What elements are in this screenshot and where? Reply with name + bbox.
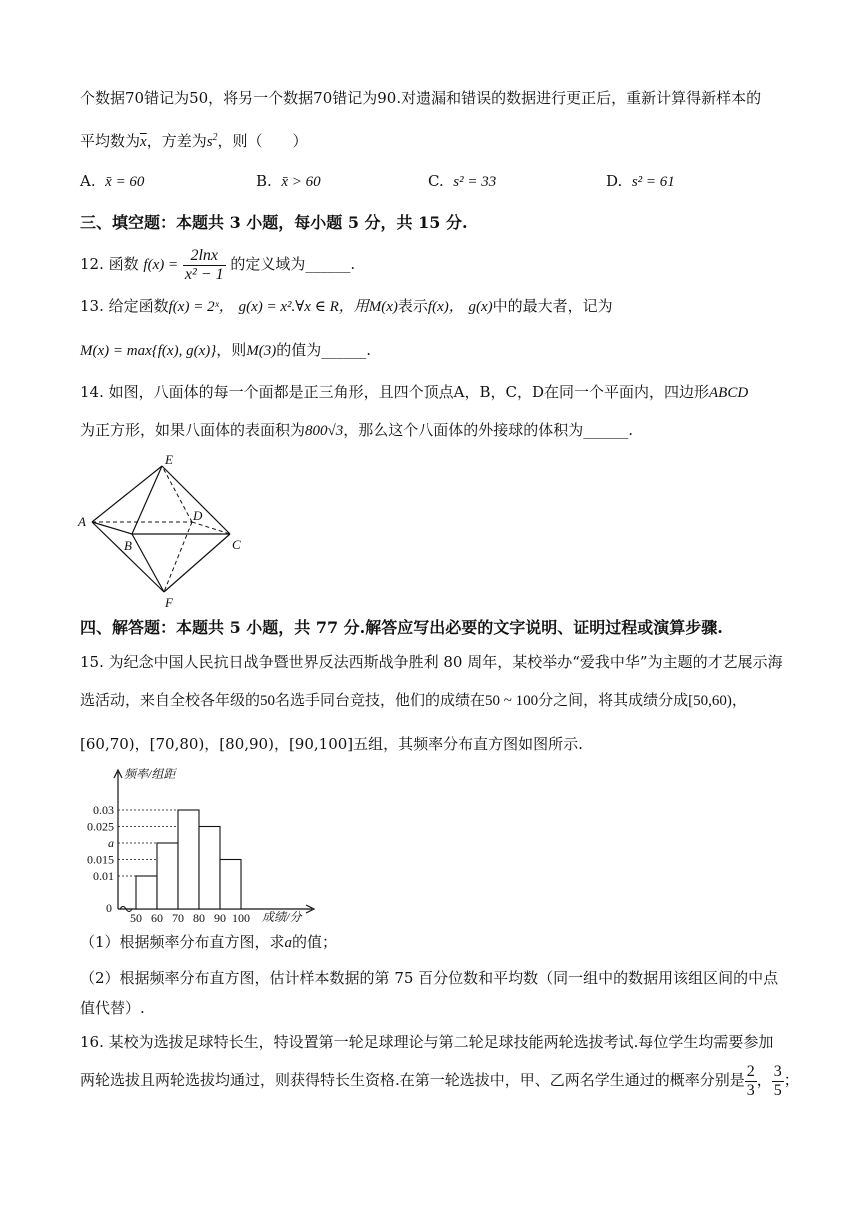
y-tick-label: 0.015 [87, 852, 114, 867]
edge-df-hidden [164, 522, 192, 592]
y-axis-label: 频率/组距 [124, 767, 176, 781]
q15-line1: 15. 为纪念中国人民抗日战争暨世界反法西斯战争胜利 80 周年，某校举办“爱我中华”为主题的才艺展示海 [80, 653, 783, 671]
q15-line2: 选活动，来自全校各年级的50名选手同台竞技，他们的成绩在50 ~ 100分之间，将其成绩分成[50,60)， [80, 691, 747, 709]
x-tick-label: 90 [214, 911, 226, 922]
vertex-label-f: F [165, 595, 173, 610]
section3-title: 三、填空题：本题共 3 小题，每小题 5 分，共 15 分. [80, 213, 468, 232]
vertex-label-a: A [78, 514, 86, 529]
q16-prob-jia: $\frac{2}{3}$ [746, 1062, 755, 1099]
q16-prob-yi: $\frac{3}{5}$ [773, 1062, 782, 1099]
histogram-bar [199, 827, 220, 910]
edge-ce [162, 466, 230, 534]
q11-option-a: A. x̄ = 60 [80, 172, 145, 190]
section4-title: 四、解答题：本题共 5 小题，共 77 分.解答应写出必要的文字说明、证明过程或演算步骤. [80, 618, 723, 637]
edge-ae [92, 466, 162, 522]
q11-line1: 个数据70错记为50，将另一个数据70错记为90.对遗漏和错误的数据进行更正后，重新计算得新样本的 [80, 89, 762, 107]
vertex-label-b: B [124, 538, 132, 553]
q15-line3: [60,70)，[70,80)，[80,90)，[90,100]五组，其频率分布直方图如图所示. [80, 735, 583, 753]
frequency-histogram [76, 766, 326, 922]
q13-line2: M(x) = max{f(x), g(x)}，则M(3)的值为______. [80, 341, 372, 359]
histogram-bar [157, 843, 178, 909]
y-tick-label: 0.01 [93, 869, 114, 883]
y-tick-label: 0.025 [87, 819, 114, 834]
q14-line2: 为正方形，如果八面体的表面积为800√3，那么这个八面体的外接球的体积为______. [80, 421, 634, 439]
q12-fraction: $\frac{2\ln x}{\text{x² − 1}}$ [184, 246, 224, 283]
q11-option-d: D. s² = 61 [606, 172, 675, 190]
q13-line1: 13. 给定函数f(x) = 2ˣ， g(x) = x².∀x ∈ R，用M(x)表示f(x)， g(x)中的最大者，记为 [80, 297, 613, 315]
q15-sub1: （1）根据频率分布直方图，求a的值； [80, 933, 338, 951]
origin-label: 0 [106, 901, 112, 915]
x-tick-label: 80 [193, 911, 205, 922]
q11-option-b: B. x̄ > 60 [256, 172, 321, 190]
edge-bf [132, 534, 164, 592]
x-tick-label: 100 [232, 911, 250, 922]
q11-line2: 平均数为$\overline{x}$，方差为$s^2$，则（ ） [80, 132, 308, 150]
q15-sub2-line1: （2）根据频率分布直方图，估计样本数据的第 75 百分位数和平均数（同一组中的数据用该组区间的中点 [80, 969, 779, 987]
histogram-bar [136, 876, 157, 909]
s-squared: $s^2$ [206, 132, 218, 150]
x-axis-label: 成绩/分 [262, 910, 302, 922]
octahedron-figure [72, 452, 252, 610]
y-tick-label: 0.03 [93, 803, 114, 817]
q14-line1: 14. 如图，八面体的每一个面都是正三角形，且四个顶点A，B，C，D在同一个平面内，四边形ABCD [80, 383, 749, 401]
vertex-label-d: D [193, 508, 203, 523]
q11-option-c: C. s² = 33 [428, 172, 497, 190]
edge-cf [164, 534, 230, 592]
y-tick-label: a [108, 836, 114, 850]
histogram-bar [220, 860, 241, 910]
q16-line2: 两轮选拔且两轮选拔均通过，则获得特长生资格.在第一轮选拔中，甲、乙两名学生通过的概率分别是 $\frac{2}{3}$ ， $\frac{3}{5}$ ； [80, 1062, 799, 1099]
q15-sub2-line2: 值代替）. [80, 999, 145, 1017]
x-bar: $\overline{x}$ [140, 134, 147, 150]
x-tick-label: 50 [130, 911, 142, 922]
vertex-label-e: E [165, 452, 173, 467]
histogram-bar [178, 810, 199, 909]
x-tick-label: 60 [151, 911, 163, 922]
x-tick-label: 70 [172, 911, 184, 922]
q16-line1: 16. 某校为选拔足球特长生，特设置第一轮足球理论与第二轮足球技能两轮选拔考试.每位学生均需要参加 [80, 1033, 774, 1051]
edge-de-hidden [162, 466, 192, 522]
edge-be [132, 466, 162, 534]
vertex-label-c: C [232, 537, 241, 552]
q12: 12. 函数 f(x) = $\frac{2\ln x}{\text{x² − 1}}$ 的定义域为______. [80, 246, 356, 283]
